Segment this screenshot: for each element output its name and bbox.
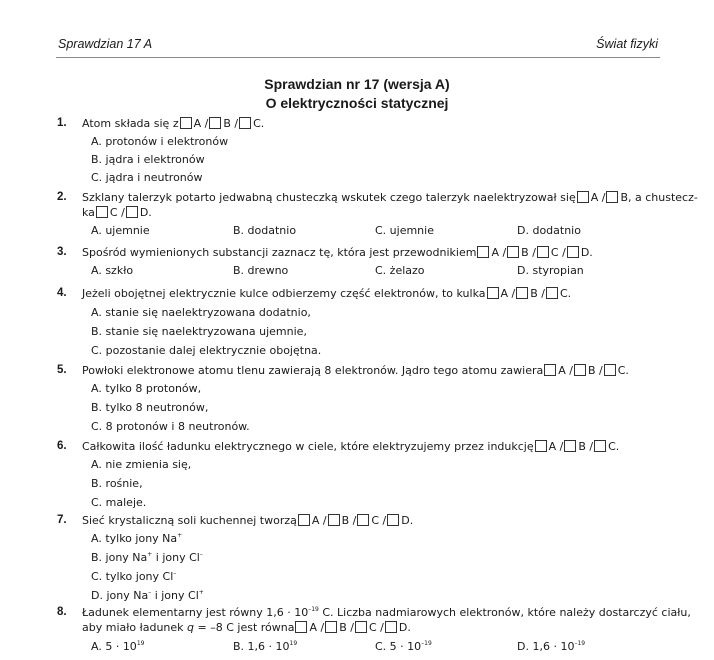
answer-checkbox-b[interactable] — [574, 364, 586, 376]
answer-checkbox-c[interactable] — [239, 117, 251, 129]
question-text: Jeżeli obojętnej elektrycznie kulce odbierzemy część elektronów, to kulka A / B / C. — [82, 287, 572, 300]
option-d: D. styropian — [517, 264, 584, 277]
option-d: D. dodatnio — [517, 224, 581, 237]
option-a: A. nie zmienia się, — [91, 458, 192, 471]
option-a: A. tylko jony Na+ — [91, 532, 183, 545]
option-c: C. jądra i neutronów — [91, 171, 203, 184]
option-a: A. stanie się naelektryzowana dodatnio, — [91, 306, 311, 319]
option-a: A. szkło — [91, 264, 134, 277]
page-subtitle: O elektryczności statycznej — [265, 95, 449, 111]
option-b: B. drewno — [233, 264, 289, 277]
answer-checkbox-b[interactable] — [507, 246, 519, 258]
header-left: Sprawdzian 17 A — [58, 37, 153, 51]
option-b: B. tylko 8 neutronów, — [91, 401, 209, 414]
answer-checkbox-a[interactable] — [180, 117, 192, 129]
answer-checkbox-b[interactable] — [516, 287, 528, 299]
question-number: 1. — [57, 117, 67, 129]
answer-checkbox-b[interactable] — [328, 514, 340, 526]
question-text: Całkowita ilość ładunku elektrycznego w ciele, które elektryzujemy przez indukcję A / B / C. — [82, 440, 620, 453]
answer-checkbox-a[interactable] — [295, 621, 307, 633]
option-b: B. rośnie, — [91, 477, 143, 490]
question-number: 3. — [57, 246, 67, 258]
question-text: Powłoki elektronowe atomu tlenu zawierają 8 elektronów. Jądro tego atomu zawiera A / B / C. — [82, 364, 629, 377]
option-c: C. ujemnie — [375, 224, 434, 237]
answer-checkbox-b[interactable] — [325, 621, 337, 633]
option-a: A. ujemnie — [91, 224, 150, 237]
question-text-line2: aby miało ładunek q = –8 C jest równa A / B / C / D. — [82, 621, 411, 634]
header-right: Świat fizyki — [596, 37, 658, 51]
option-c: C. pozostanie dalej elektrycznie obojętna. — [91, 344, 322, 357]
option-b: B. stanie się naelektryzowana ujemnie, — [91, 325, 307, 338]
option-b: B. jony Na+ i jony Cl– — [91, 551, 203, 564]
answer-checkbox-c[interactable] — [537, 246, 549, 258]
option-b: B. jądra i elektronów — [91, 153, 205, 166]
question-text: Sieć krystaliczną soli kuchennej tworzą A / B / C / D. — [82, 514, 414, 527]
answer-checkbox-a[interactable] — [577, 191, 589, 203]
option-b: B. $1,6 \cdot 10^{19}$ — [233, 640, 298, 653]
answer-checkbox-a[interactable] — [298, 514, 310, 526]
answer-checkbox-d[interactable] — [385, 621, 397, 633]
question-number: 7. — [57, 514, 67, 526]
answer-checkbox-a[interactable] — [535, 440, 547, 452]
question-text-line2: ka C / D. — [82, 206, 152, 219]
answer-checkbox-c[interactable] — [604, 364, 616, 376]
page-title: Sprawdzian nr 17 (wersja A) — [264, 76, 450, 92]
answer-checkbox-d[interactable] — [567, 246, 579, 258]
header-divider — [56, 57, 660, 58]
answer-checkbox-a[interactable] — [477, 246, 489, 258]
option-c: C. $5 \cdot 10^{-19}$ — [375, 640, 432, 653]
answer-checkbox-b[interactable] — [606, 191, 618, 203]
answer-checkbox-d[interactable] — [126, 206, 138, 218]
option-a: A. $5 \cdot 10^{19}$ — [91, 640, 145, 653]
option-c: C. 8 protonów i 8 neutronów. — [91, 420, 250, 433]
option-c: C. maleje. — [91, 496, 147, 509]
answer-checkbox-d[interactable] — [387, 514, 399, 526]
answer-checkbox-c[interactable] — [357, 514, 369, 526]
question-number: 2. — [57, 191, 67, 203]
answer-checkbox-c[interactable] — [594, 440, 606, 452]
question-number: 6. — [57, 440, 67, 452]
question-text: Spośród wymienionych substancji zaznacz tę, która jest przewodnikiem A / B / C / D. — [82, 246, 593, 259]
question-text: Szklany talerzyk potarto jedwabną chusteczką wskutek czego talerzyk naelektryzował się A / B, a chustecz- — [82, 191, 698, 204]
option-c: C. tylko jony Cl– — [91, 570, 177, 583]
option-d: D. $1,6 \cdot 10^{-19}$ — [517, 640, 586, 653]
answer-checkbox-a[interactable] — [487, 287, 499, 299]
answer-checkbox-c[interactable] — [546, 287, 558, 299]
option-a: A. protonów i elektronów — [91, 135, 229, 148]
option-a: A. tylko 8 protonów, — [91, 382, 202, 395]
question-text: Atom składa się z A / B / C. — [82, 117, 265, 130]
answer-checkbox-b[interactable] — [564, 440, 576, 452]
question-number: 5. — [57, 364, 67, 376]
question-number: 4. — [57, 287, 67, 299]
option-b: B. dodatnio — [233, 224, 297, 237]
answer-checkbox-c[interactable] — [96, 206, 108, 218]
answer-checkbox-b[interactable] — [209, 117, 221, 129]
answer-checkbox-a[interactable] — [544, 364, 556, 376]
option-d: D. jony Na– i jony Cl+ — [91, 589, 204, 602]
option-c: C. żelazo — [375, 264, 425, 277]
answer-checkbox-c[interactable] — [355, 621, 367, 633]
question-number: 8. — [57, 606, 67, 618]
question-text: Ładunek elementarny jest równy $1,6 \cdot 10^{-19}$ C. Liczba nadmiarowych elektronów, które należy dostarczyć ciału, — [82, 606, 691, 619]
